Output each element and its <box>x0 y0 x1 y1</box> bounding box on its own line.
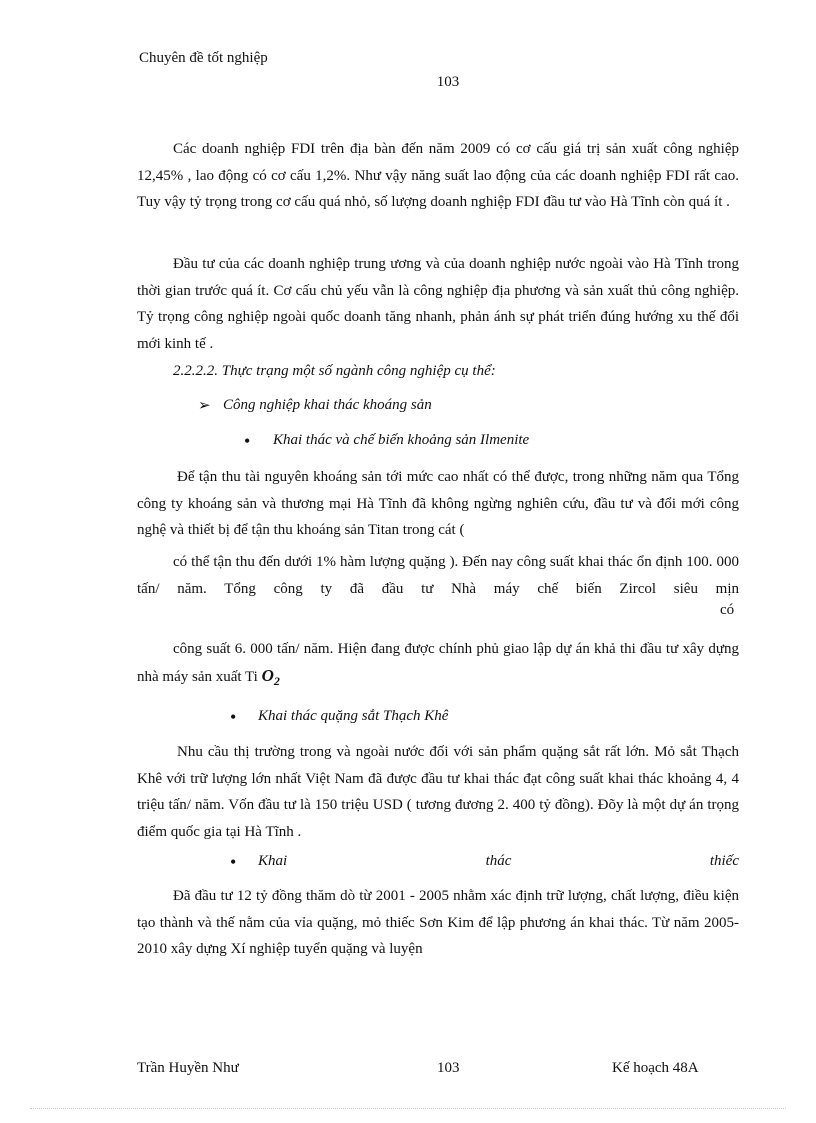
paragraph-titan <box>137 636 739 694</box>
section-heading: 2.2.2.2. Thực trạng một số ngành công nghiệp cụ thể: <box>173 363 496 379</box>
bullet-icon: • <box>244 431 251 451</box>
paragraph-tin: Đã đầu tư 12 tỷ đồng thăm dò từ 2001 - 2005 nhằm xác định trữ lượng, chất lượng, điều kiện tạo thành và thế nằm của vỉa quặng, mỏ thiếc Sơn Kim để lập phương án khai thác. Từ năm 2005- 2010 xây dựng Xí nghiệp tuyển quặng và luyện <box>137 888 739 957</box>
paragraph-investment: Đầu tư của các doanh nghiệp trung ương và của doanh nghiệp nước ngoài vào Hà Tĩnh trong thời gian trước quá ít. Cơ cấu chủ yếu vẫn là công nghiệp địa phương và sản xuất thủ công nghiệp. Tỷ trọng công nghiệp ngoài quốc doanh tăng nhanh, phản ánh sự phát triển đúng hướng xu thế đổi mới kinh tế . <box>137 256 739 352</box>
footer-class: Kế hoạch 48A <box>612 1060 699 1076</box>
bullet-icon: • <box>230 852 237 872</box>
page-edge-divider <box>30 1108 786 1109</box>
bullet-tin-mining <box>258 853 739 870</box>
bullet-ilmenite: Khai thác và chế biến khoảng sản Ilmenite <box>273 432 530 448</box>
footer-author: Trần Huyền Như <box>137 1060 239 1076</box>
paragraph-capacity-end: có <box>720 602 735 618</box>
paragraph-fdi: Các doanh nghiệp FDI trên địa bàn đến năm 2009 có cơ cấu giá trị sản xuất công nghiệp 12,45% , lao động có cơ cấu 1,2%. Như vậy năng suất lao động của các doanh nghiệp FDI rất cao. Tuy vậy tỷ trọng trong cơ cấu quá nhỏ, số lượng doanh nghiệp FDI đầu tư vào Hà Tĩnh còn quá ít . <box>137 141 739 210</box>
paragraph-titan-text: công suất 6. 000 tấn/ năm. Hiện đang được chính phủ giao lập dự án khả thi đầu tư xây dựng nhà máy sản xuất Ti <box>137 641 739 685</box>
subheading-mining: Công nghiệp khai thác khoáng sản <box>223 397 432 413</box>
bullet-tin-word: thác <box>485 853 512 869</box>
arrow-bullet-icon: ➢ <box>198 398 211 414</box>
formula-o: O <box>261 665 274 685</box>
bullet-icon: • <box>230 707 237 727</box>
footer-page-number: 103 <box>437 1060 460 1076</box>
paragraph-thach-khe: Nhu cầu thị trường trong và ngoài nước đối với sản phẩm quặng sắt rất lớn. Mỏ sắt Thạch Khê với trữ lượng lớn nhất Việt Nam đã được đầu tư khai thác đạt công suất khai thác khoảng 4, 4 triệu tấn/ năm. Vốn đầu tư là 150 triệu USD ( tương đương 2. 400 tỷ đồng). Đõy là một dự án trọng điểm quốc gia tại Hà Tĩnh . <box>137 744 739 840</box>
header-page-number: 103 <box>436 74 460 90</box>
paragraph-capacity: có thể tận thu đến dưới 1% hàm lượng quặng ). Đến nay công suất khai thác ổn định 100. 000 tấn/ năm. Tổng công ty đã đầu tư Nhà máy chế biến Zircol siêu mịn <box>137 554 739 597</box>
paragraph-ilmenite: Để tận thu tài nguyên khoáng sản tới mức cao nhất có thể được, trong những năm qua Tổng công ty khoáng sản và thương mại Hà Tĩnh đã không ngừng nghiên cứu, đầu tư và đổi mới công nghệ và thiết bị để tận thu khoáng sản Titan trong cát ( <box>137 469 739 538</box>
formula-subscript: 2 <box>273 673 280 688</box>
bullet-thach-khe: Khai thác quặng sắt Thạch Khê <box>258 708 449 724</box>
header-title: Chuyên đề tốt nghiệp <box>139 50 268 66</box>
bullet-tin-word: Khai <box>258 853 288 869</box>
bullet-tin-word: thiếc <box>709 853 739 869</box>
